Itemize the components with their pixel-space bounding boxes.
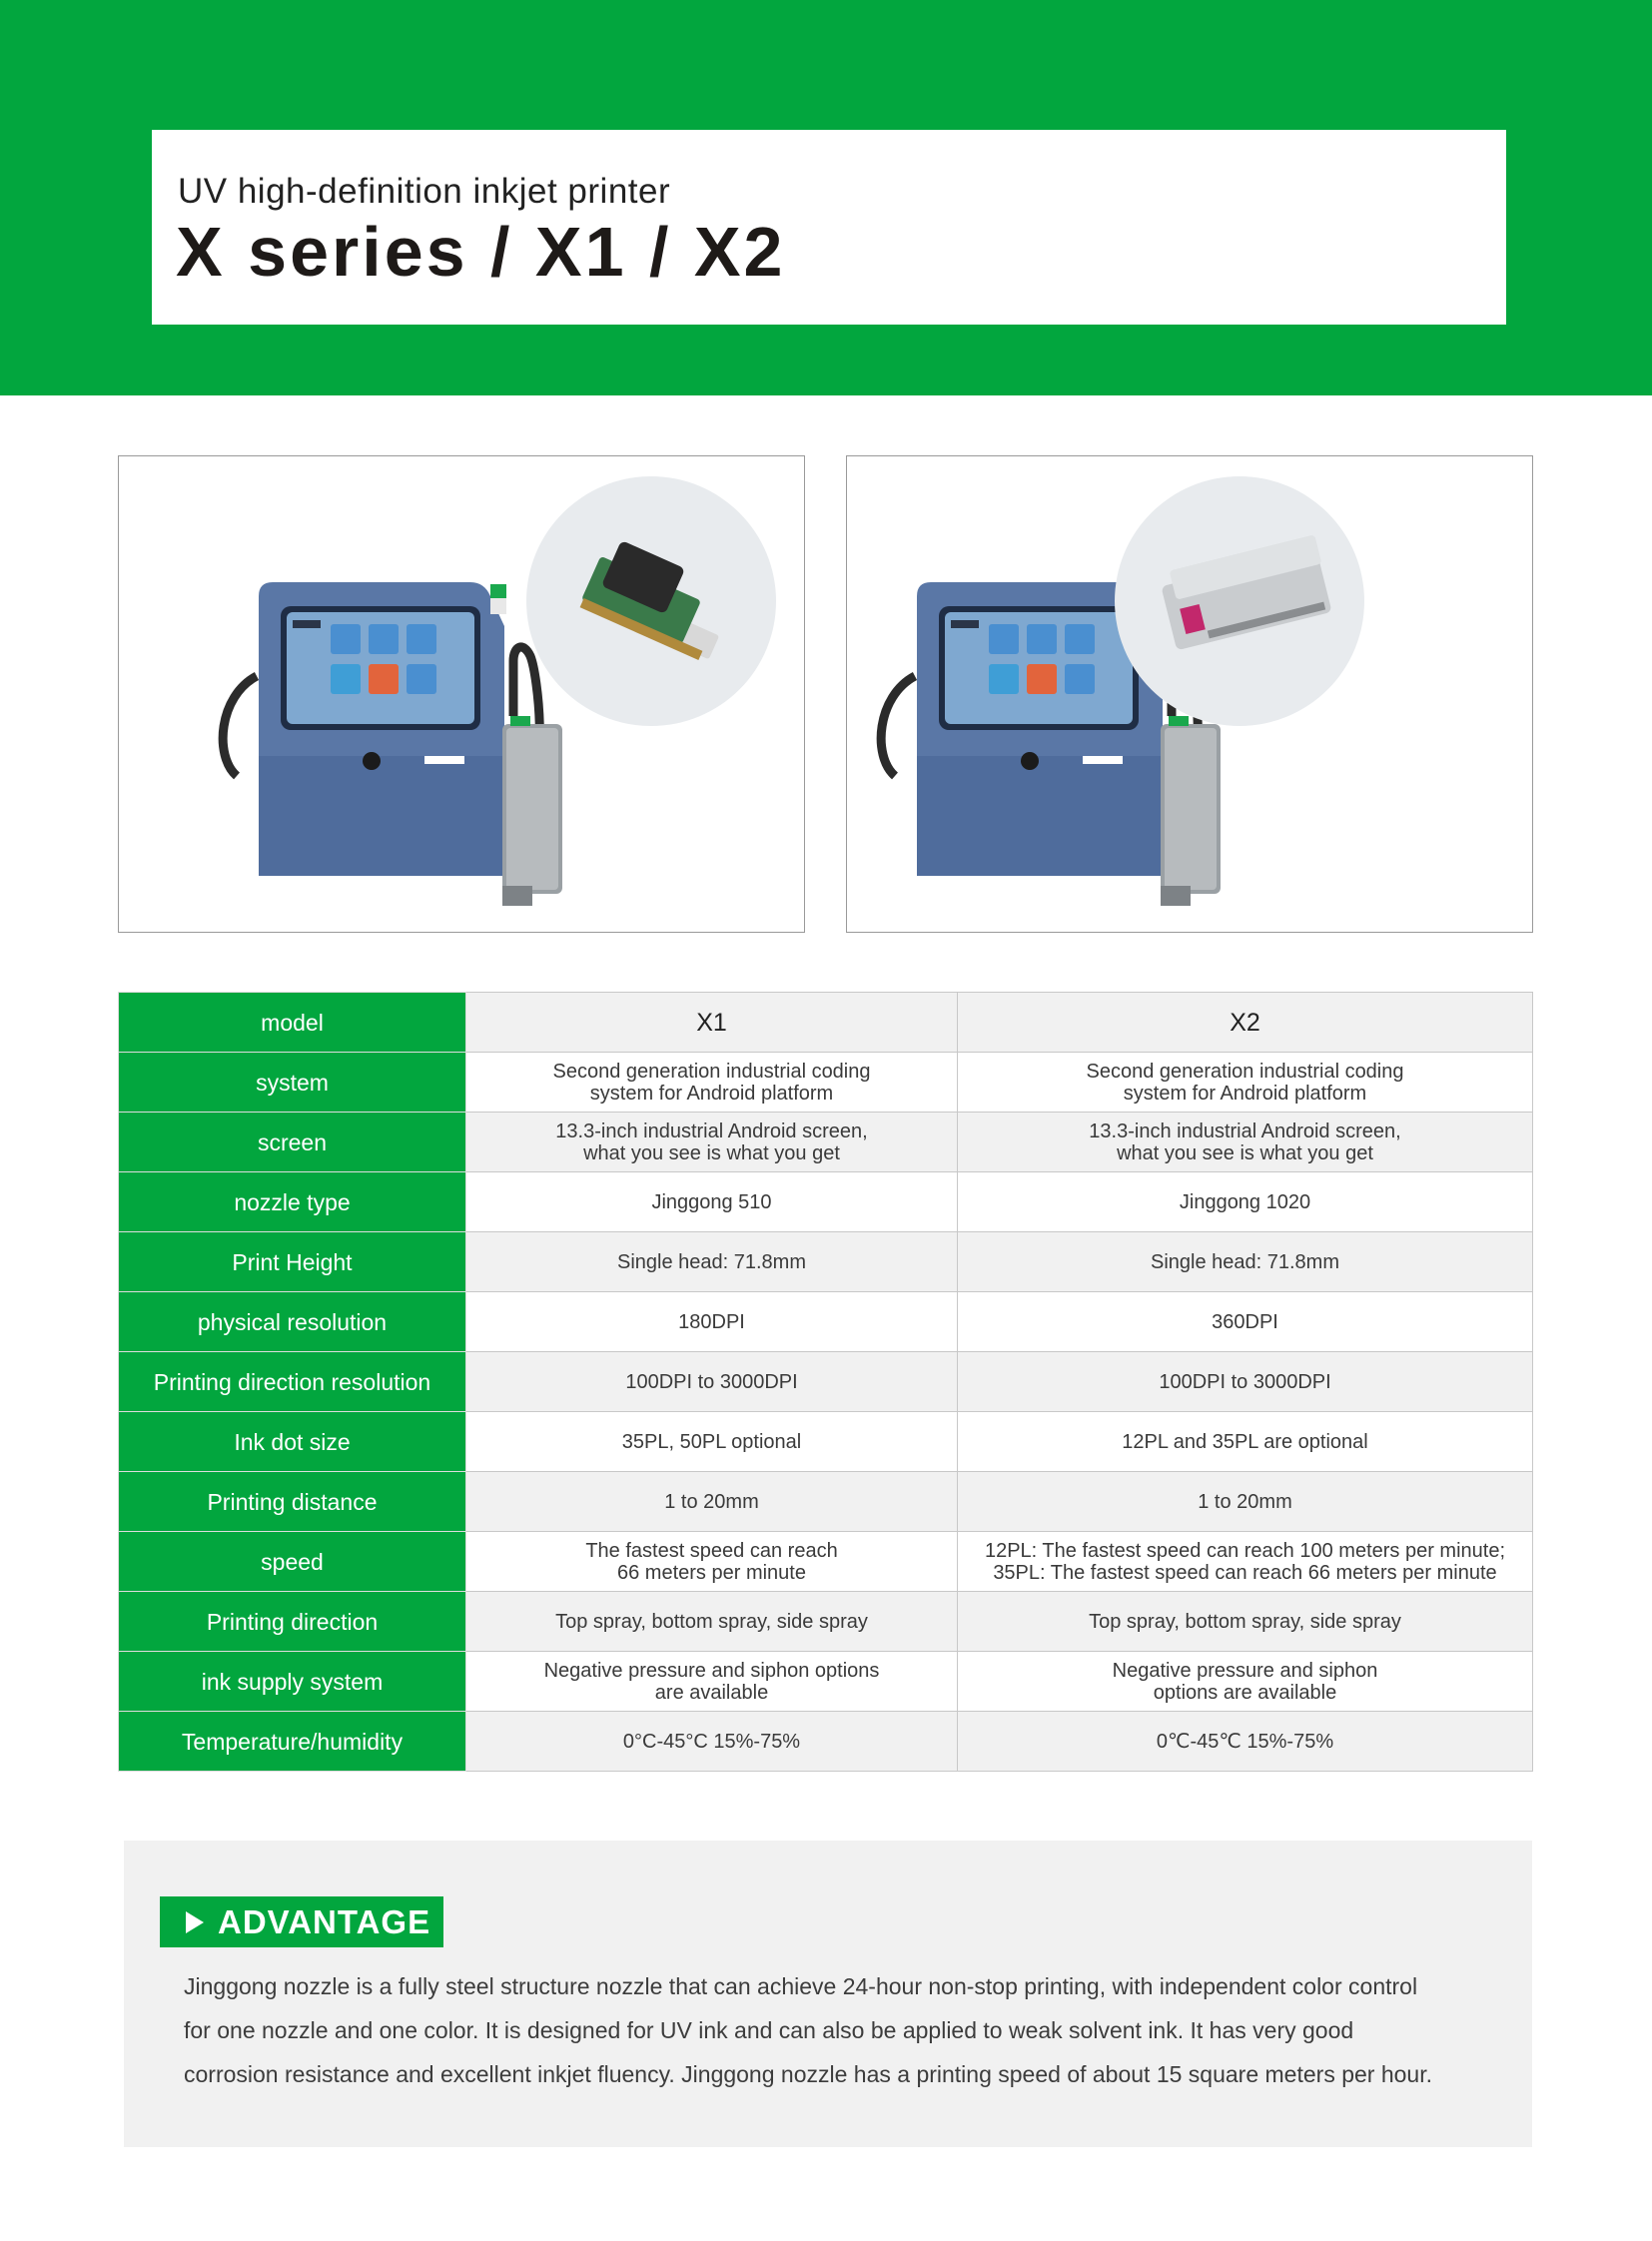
spec-label: nozzle type [119, 1172, 466, 1232]
spec-label: Ink dot size [119, 1412, 466, 1472]
spec-row [119, 1232, 1533, 1292]
advantage-heading-tag [160, 1896, 443, 1947]
spec-value-x1: 1 to 20mm [466, 1472, 958, 1532]
x1-product-photo [118, 455, 805, 933]
spec-label: screen [119, 1113, 466, 1172]
product-title: X series / X1 / X2 [176, 213, 786, 291]
specification-table [118, 992, 1533, 1772]
spec-value-line: system for Android platform [1123, 1082, 1367, 1105]
spec-value-x1: 180DPI [466, 1292, 958, 1352]
spec-value-x1 [466, 1053, 958, 1113]
spec-label: physical resolution [119, 1292, 466, 1352]
spec-value-line: are available [654, 1681, 769, 1704]
advantage-text [184, 1964, 1542, 2096]
spec-row [119, 993, 1533, 1053]
x2-printer-illustration [847, 456, 1532, 932]
spec-row [119, 1053, 1533, 1113]
spec-value-x2: 100DPI to 3000DPI [958, 1352, 1533, 1412]
spec-label: Temperature/humidity [119, 1712, 466, 1772]
spec-value-line: Second generation industrial coding [1086, 1060, 1404, 1083]
spec-value-x2: X2 [958, 993, 1533, 1053]
spec-value-x1: Single head: 71.8mm [466, 1232, 958, 1292]
spec-value-x2: 0℃-45℃ 15%-75% [958, 1712, 1533, 1772]
spec-row [119, 1712, 1533, 1772]
spec-value-line: 13.3-inch industrial Android screen, [555, 1120, 868, 1142]
spec-row [119, 1652, 1533, 1712]
x2-product-photo [846, 455, 1533, 933]
spec-value-x1: 35PL, 50PL optional [466, 1412, 958, 1472]
spec-value-x1: 100DPI to 3000DPI [466, 1352, 958, 1412]
spec-row [119, 1292, 1533, 1352]
spec-value-x1 [466, 1652, 958, 1712]
spec-value-x2 [958, 1113, 1533, 1172]
advantage-line: Jinggong nozzle is a fully steel structure nozzle that can achieve 24-hour non-stop printing, with independent color control [184, 1973, 1418, 1999]
spec-row [119, 1592, 1533, 1652]
title-card [152, 130, 1506, 325]
advantage-line: corrosion resistance and excellent inkjet fluency. Jinggong nozzle has a printing speed of about 15 square meters per hour. [184, 2061, 1432, 2087]
spec-value-line: 66 meters per minute [617, 1561, 806, 1584]
spec-value-x2 [958, 1532, 1533, 1592]
spec-value-x1: Top spray, bottom spray, side spray [466, 1592, 958, 1652]
spec-value-x1: 0°C-45°C 15%-75% [466, 1712, 958, 1772]
spec-value-line: options are available [1153, 1681, 1337, 1704]
spec-label: Printing distance [119, 1472, 466, 1532]
spec-value-line: Second generation industrial coding [552, 1060, 871, 1083]
spec-row [119, 1352, 1533, 1412]
spec-value-line: what you see is what you get [583, 1141, 840, 1164]
spec-label: system [119, 1053, 466, 1113]
spec-value-x1: X1 [466, 993, 958, 1053]
spec-value-line: 35PL: The fastest speed can reach 66 meters per minute [993, 1561, 1497, 1584]
spec-value-x2: 12PL and 35PL are optional [958, 1412, 1533, 1472]
spec-value-x2: 1 to 20mm [958, 1472, 1533, 1532]
spec-label: ink supply system [119, 1652, 466, 1712]
spec-value-line: The fastest speed can reach [585, 1539, 838, 1562]
x1-printer-illustration [119, 456, 804, 932]
spec-value-x2 [958, 1053, 1533, 1113]
spec-value-line: 13.3-inch industrial Android screen, [1089, 1120, 1401, 1142]
advantage-panel [124, 1841, 1532, 2147]
spec-row [119, 1472, 1533, 1532]
spec-row [119, 1532, 1533, 1592]
spec-table-body [119, 993, 1533, 1772]
spec-value-x2: Single head: 71.8mm [958, 1232, 1533, 1292]
spec-value-x2: Jinggong 1020 [958, 1172, 1533, 1232]
header-banner [0, 0, 1652, 395]
spec-value-line: Negative pressure and siphon options [543, 1659, 880, 1682]
play-triangle-icon [186, 1911, 204, 1933]
spec-value-line: what you see is what you get [1117, 1141, 1373, 1164]
spec-value-x1 [466, 1113, 958, 1172]
spec-row [119, 1113, 1533, 1172]
spec-label: model [119, 993, 466, 1053]
spec-value-x1: Jinggong 510 [466, 1172, 958, 1232]
spec-value-line: Negative pressure and siphon [1112, 1659, 1378, 1682]
spec-row [119, 1172, 1533, 1232]
spec-value-line: 12PL: The fastest speed can reach 100 meters per minute; [984, 1539, 1506, 1562]
advantage-heading: ADVANTAGE [218, 1902, 431, 1940]
spec-value-x2: 360DPI [958, 1292, 1533, 1352]
spec-label: Printing direction [119, 1592, 466, 1652]
spec-label: Printing direction resolution [119, 1352, 466, 1412]
product-subtitle: UV high-definition inkjet printer [178, 172, 671, 211]
spec-label: Print Height [119, 1232, 466, 1292]
spec-value-x2 [958, 1652, 1533, 1712]
spec-label: speed [119, 1532, 466, 1592]
spec-value-x1 [466, 1532, 958, 1592]
spec-value-x2: Top spray, bottom spray, side spray [958, 1592, 1533, 1652]
spec-value-line: system for Android platform [589, 1082, 834, 1105]
advantage-line: for one nozzle and one color. It is designed for UV ink and can also be applied to weak solvent ink. It has very good [184, 2017, 1354, 2043]
spec-row [119, 1412, 1533, 1472]
